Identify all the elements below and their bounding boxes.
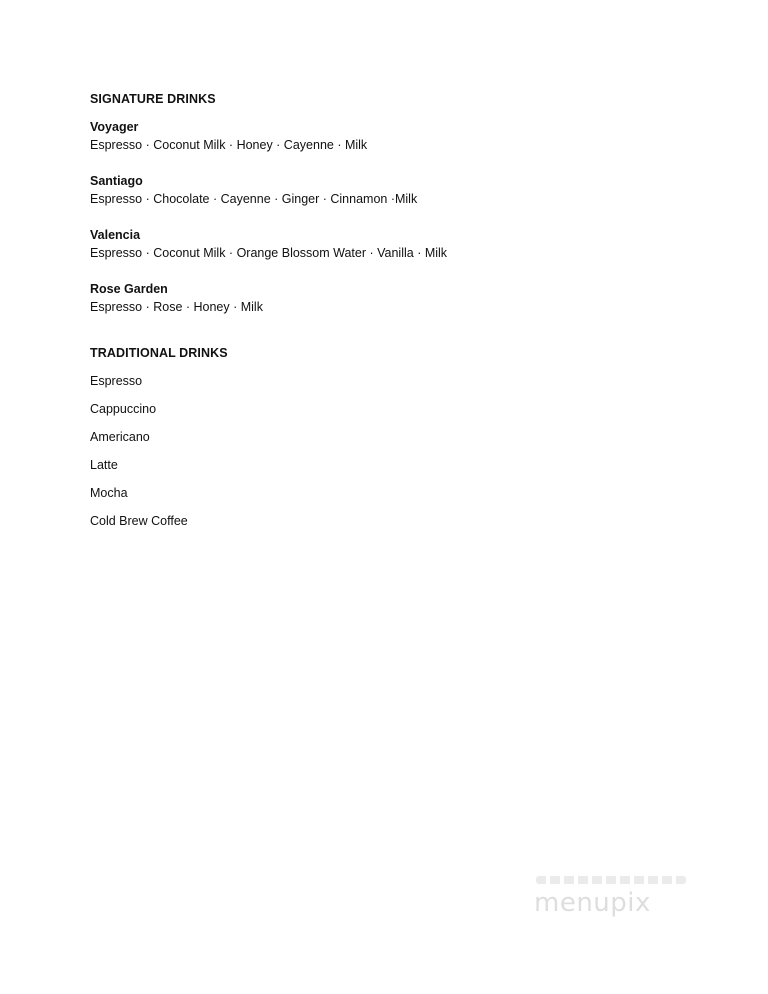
drink-name: Voyager (90, 120, 139, 134)
signature-section (90, 90, 690, 316)
section-title-traditional: TRADITIONAL DRINKS (90, 346, 228, 360)
traditional-section (90, 344, 690, 530)
drink-item (90, 226, 690, 262)
drink-item (90, 280, 690, 316)
traditional-item: Cappuccino (90, 402, 157, 416)
drink-ingredients: Espresso · Rose · Honey · Milk (90, 300, 263, 314)
watermark-bar (536, 876, 686, 884)
drink-name: Santiago (90, 174, 143, 188)
traditional-item: Espresso (90, 374, 143, 388)
drink-ingredients: Espresso · Coconut Milk · Orange Blossom Water · Vanilla · Milk (90, 246, 448, 260)
traditional-item: Mocha (90, 486, 128, 500)
watermark-logo: menupix (534, 888, 651, 918)
drink-item (90, 172, 690, 208)
drink-ingredients: Espresso · Chocolate · Cayenne · Ginger · Cinnamon ·Milk (90, 192, 418, 206)
menupix-watermark (528, 874, 688, 934)
traditional-list (90, 372, 690, 530)
drink-item (90, 118, 690, 154)
traditional-item: Latte (90, 458, 118, 472)
drink-name: Valencia (90, 228, 141, 242)
menu-content (90, 90, 690, 540)
section-title-signature: SIGNATURE DRINKS (90, 92, 216, 106)
drink-ingredients: Espresso · Coconut Milk · Honey · Cayenne · Milk (90, 138, 368, 152)
traditional-item: Americano (90, 430, 150, 444)
traditional-item: Cold Brew Coffee (90, 514, 188, 528)
drink-name: Rose Garden (90, 282, 168, 296)
